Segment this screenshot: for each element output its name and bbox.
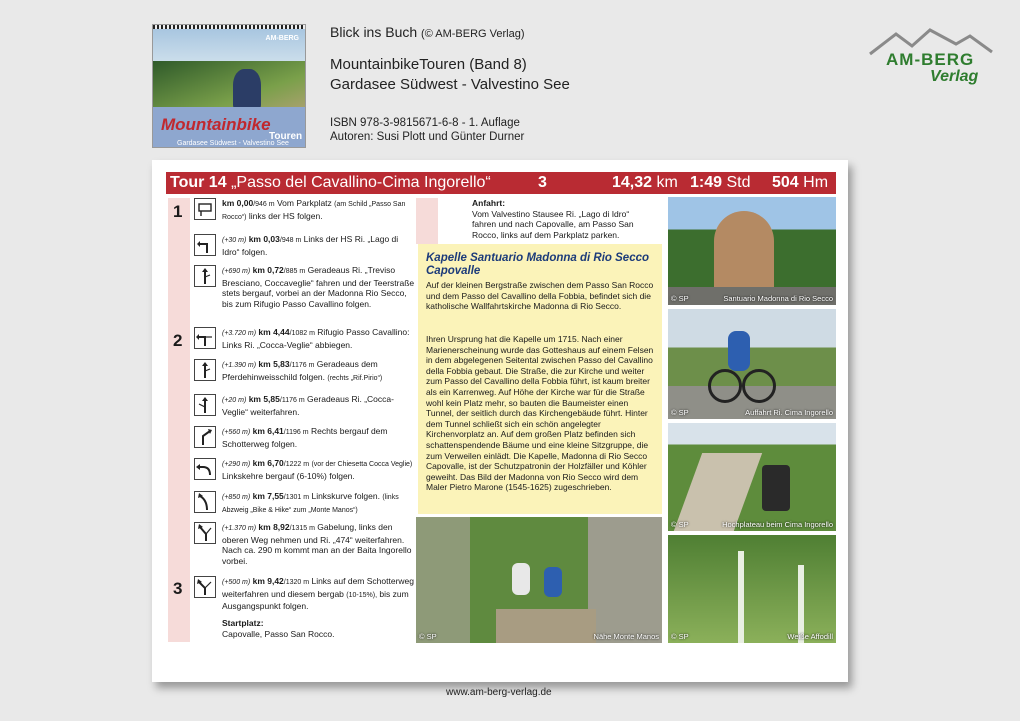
step-km: km 0,00: [222, 198, 254, 208]
cover-region: Gardasee Südwest - Valvestino See: [177, 140, 289, 147]
junction-left-icon: [194, 327, 216, 349]
step-increment: (+690 m): [222, 268, 251, 275]
route-step-text: [222, 522, 416, 566]
tour-distance-unit: km: [656, 174, 678, 191]
info-paragraph-2: Ihren Ursprung hat die Kapelle um 1715. Nach einer Marienerscheinung wurde das Gotteshaus auf einem Felsen in dem abgelegenen Seitental zwischen Passo del Cavallino della Fobbia gebaut. Die Straße, die zur Kirche und weiter zum Passo del Cavallino della Fobbia führt, ist kaum breiter als ein Karrenweg. Auf Höhe der Kirche war für die Straße wohl kein Platz mehr, so bauten die Baumeister einen Tunnel, der seitlich durch das Kirchengebäude führt. Hinter dem Tunnel schließt sich ein schön angelegter Kirchenvorplatz an. Auf dem großen Platz befinden sich schattenspendende Bäume und eine kleine Sitzgruppe, die zum Verweilen einlädt. Die Kapelle, Madonna di Rio Secco Capovalle, ist der Schutzpatronin der Holzfäller und Köhler geweiht. Das Bild der Madonna von Rio Secco wird dem Maler Pietro Marone (1545-1625) zugeschrieben.: [426, 334, 654, 493]
curve-left-icon: [194, 491, 216, 513]
step-altitude: /948 m: [279, 237, 302, 244]
photo-caption-2: Auffahrt Ri. Cima Ingorello: [745, 408, 833, 417]
hairpin-left-icon: [194, 458, 216, 480]
header-copyright: (© AM-BERG Verlag): [421, 28, 525, 40]
step-km: km 6,70: [252, 458, 284, 468]
photo-credit-4: © SP: [419, 632, 437, 641]
fork-y-icon: [194, 576, 216, 598]
photo-caption-5: Weiße Affodill: [787, 632, 833, 641]
anfahrt-label: Anfahrt:: [472, 198, 506, 208]
straight-icon: [194, 359, 216, 381]
cover-logo: AM-BERG: [265, 35, 299, 42]
rider-shape: [512, 563, 530, 595]
photo-flowers: [668, 535, 836, 643]
startplatz-value: Capovalle, Passo San Rocco.: [222, 628, 335, 639]
fork-left-icon: [194, 522, 216, 544]
route-step-text: [222, 458, 416, 481]
straight-icon: [194, 265, 216, 287]
step-note: (rechts „Rif.Pirio“): [327, 374, 383, 382]
step-increment: (+20 m): [222, 397, 247, 404]
tour-elevation: 504: [772, 174, 799, 191]
straight-junction-icon: [194, 394, 216, 416]
tour-distance-group: [612, 172, 678, 194]
logo-verlag: Verlag: [930, 68, 979, 85]
turn-left-icon: [194, 234, 216, 256]
route-step-text: [222, 198, 416, 223]
photo-church: [668, 197, 836, 305]
rider-shape: [544, 567, 562, 597]
photo-credit-3: © SP: [671, 520, 689, 529]
footer-url[interactable]: www.am-berg-verlag.de: [446, 687, 552, 698]
section-column: [168, 198, 190, 642]
route-step-text: [222, 394, 416, 417]
header-title: Blick ins Buch: [330, 24, 418, 40]
step-km: km 8,92: [258, 522, 290, 532]
route-step-text: [222, 491, 416, 516]
header-isbn: ISBN 978-3-9815671-6-8 - 1. Auflage: [330, 117, 520, 129]
step-note: (am Schild „Passo San Rocco“): [222, 201, 406, 221]
info-paragraph-1: Auf der kleinen Bergstraße zwischen dem Passo San Rocco und dem Passo del Cavallino della Fobbia, befindet sich die katholische Wallfahrtskirche Madonna di Rio Secco.: [426, 280, 654, 312]
step-continuation: links der HS folgen.: [248, 210, 323, 221]
anfahrt-column: [416, 198, 438, 244]
book-page: [152, 160, 848, 682]
section-number-3: 3: [173, 579, 183, 598]
step-km: km 0,03: [248, 234, 280, 244]
info-box: [418, 244, 662, 514]
step-instruction: Geradeaus Ri. „Cocca-Veglie“ weiterfahren.: [222, 394, 394, 417]
photo-riders: [416, 517, 662, 643]
tour-name-group: [170, 172, 491, 194]
step-increment: (+850 m): [222, 494, 251, 501]
step-instruction: Vom Parkplatz: [276, 198, 332, 208]
wheel-shape: [708, 369, 742, 403]
step-increment: (+500 m): [222, 579, 251, 586]
section-number-2: 2: [173, 331, 183, 350]
step-km: km 5,85: [248, 394, 280, 404]
tour-name: Tour 14: [170, 174, 227, 191]
route-step-text: [222, 234, 416, 257]
step-altitude: /1196 m: [283, 429, 309, 436]
trail-shape: [496, 609, 596, 643]
rider-shape: [728, 331, 750, 371]
step-instruction: Geradeaus Ri. „Treviso Bresciano, Coccaveglie“ fahren und der Teerstraße stets bergauf, vorbei an der Madonna Rio Secco, bis zum Rifugio Passo Cavallino folgen.: [222, 265, 415, 309]
route-step-text: [222, 359, 416, 384]
step-altitude: /1176 m: [279, 397, 305, 404]
header-book-subtitle: Gardasee Südwest - Valvestino See: [330, 76, 570, 93]
step-note: (10-15%),: [346, 591, 378, 599]
step-increment: (+30 m): [222, 237, 247, 244]
step-km: km 9,42: [252, 576, 284, 586]
step-altitude: /1176 m: [289, 362, 315, 369]
step-note: (vor der Chiesetta Cocca Veglie): [311, 461, 413, 468]
step-altitude: /1315 m: [289, 525, 315, 532]
photo-climb: [668, 309, 836, 419]
photo-caption-3: Hochplateau beim Cima Ingorello: [722, 520, 833, 529]
photo-plateau: [668, 423, 836, 531]
tour-elevation-group: [772, 172, 828, 194]
step-increment: (+1.370 m): [222, 525, 257, 532]
header-book-title: MountainbikeTouren (Band 8): [330, 56, 527, 73]
step-increment: (+3.720 m): [222, 330, 257, 337]
step-continuation: bis zum Ausgangspunkt folgen.: [222, 588, 409, 612]
step-altitude: /946 m: [253, 201, 275, 208]
step-km: km 7,55: [252, 491, 284, 501]
anfahrt-text: Vom Valvestino Stausee Ri. „Lago di Idro“ fahren und nach Capovalle, am Passo San Rocco, links auf dem Parkplatz parken.: [472, 208, 634, 240]
route-step-text: [222, 426, 416, 449]
tour-distance: 14,32: [612, 174, 653, 191]
logo-am-berg: AM-BERG: [886, 50, 975, 69]
tour-time: 1:49: [690, 174, 723, 191]
route-step-text: [222, 327, 416, 350]
step-km: km 0,72: [252, 265, 284, 275]
photo-credit-1: © SP: [671, 294, 689, 303]
info-title: Kapelle Santuario Madonna di Rio Secco Capovalle: [426, 252, 650, 277]
step-instruction: Geradeaus dem Pferdehinweisschild folgen.: [222, 359, 378, 382]
header-line-1: [330, 24, 525, 40]
flower-stem-shape: [738, 551, 744, 643]
publisher-logo[interactable]: [866, 24, 996, 94]
church-shape: [714, 211, 774, 287]
route-step-text: [222, 265, 416, 309]
step-km: km 4,44: [258, 327, 290, 337]
step-km: km 6,41: [252, 426, 284, 436]
step-instruction: Gabelung, links den oberen Weg nehmen und Ri. „474“ weiterfahren. Nach ca. 290 m kommt man an der Baita Ingorello vorbei.: [222, 522, 412, 566]
step-altitude: /885 m: [283, 268, 306, 275]
book-cover-image: [152, 24, 306, 148]
section-number-1: 1: [173, 202, 183, 221]
step-increment: (+290 m): [222, 461, 251, 468]
step-instruction: Rechts bergauf dem Schotterweg folgen.: [222, 426, 388, 449]
startplatz-label: Startplatz:: [222, 618, 264, 628]
cover-title: Mountainbike: [161, 115, 271, 134]
step-altitude: /1301 m: [283, 494, 310, 501]
step-altitude: /1320 m: [283, 579, 310, 586]
turn-right-icon: [194, 426, 216, 448]
step-instruction: Linkskurve folgen.: [311, 491, 380, 501]
tour-title: „Passo del Cavallino-Cima Ingorello“: [231, 174, 491, 191]
anfahrt-box: [472, 198, 652, 240]
route-step-text: [222, 576, 416, 612]
cover-subtitle: Touren: [269, 131, 303, 142]
step-increment: (+1.390 m): [222, 362, 257, 369]
photo-credit-2: © SP: [671, 408, 689, 417]
tour-difficulty: 3: [538, 174, 547, 191]
step-instruction: Links der HS Ri. „Lago di Idro“ folgen.: [222, 234, 399, 257]
step-instruction: Rifugio Passo Cavallino: Links Ri. „Cocca-Veglie“ abbiegen.: [222, 327, 410, 350]
photo-caption-1: Santuario Madonna di Rio Secco: [723, 294, 833, 303]
tour-time-unit: Std: [726, 174, 751, 191]
step-note: (links Abzweig „Bike & Hike“ zum „Monte Manos“): [222, 494, 399, 514]
cover-riders: [233, 69, 261, 109]
start-sign-icon: [194, 198, 216, 220]
photo-credit-5: © SP: [671, 632, 689, 641]
step-continuation: Linkskehre bergauf (6-10%) folgen.: [222, 470, 355, 481]
header-authors: Autoren: Susi Plott und Günter Durner: [330, 131, 525, 143]
step-instruction: Links auf dem Schotterweg weiterfahren und diesem bergab: [222, 576, 414, 599]
gps-device-shape: [762, 465, 790, 511]
photo-caption-4: Nähe Monte Manos: [593, 632, 659, 641]
step-increment: (+560 m): [222, 429, 251, 436]
step-km: km 5,83: [258, 359, 290, 369]
step-altitude: /1082 m: [289, 330, 315, 337]
wheel-shape: [742, 369, 776, 403]
tour-elevation-unit: Hm: [803, 174, 829, 191]
step-altitude: /1222 m: [283, 461, 310, 468]
tour-title-bar: [166, 172, 836, 194]
tour-time-group: [690, 172, 751, 194]
